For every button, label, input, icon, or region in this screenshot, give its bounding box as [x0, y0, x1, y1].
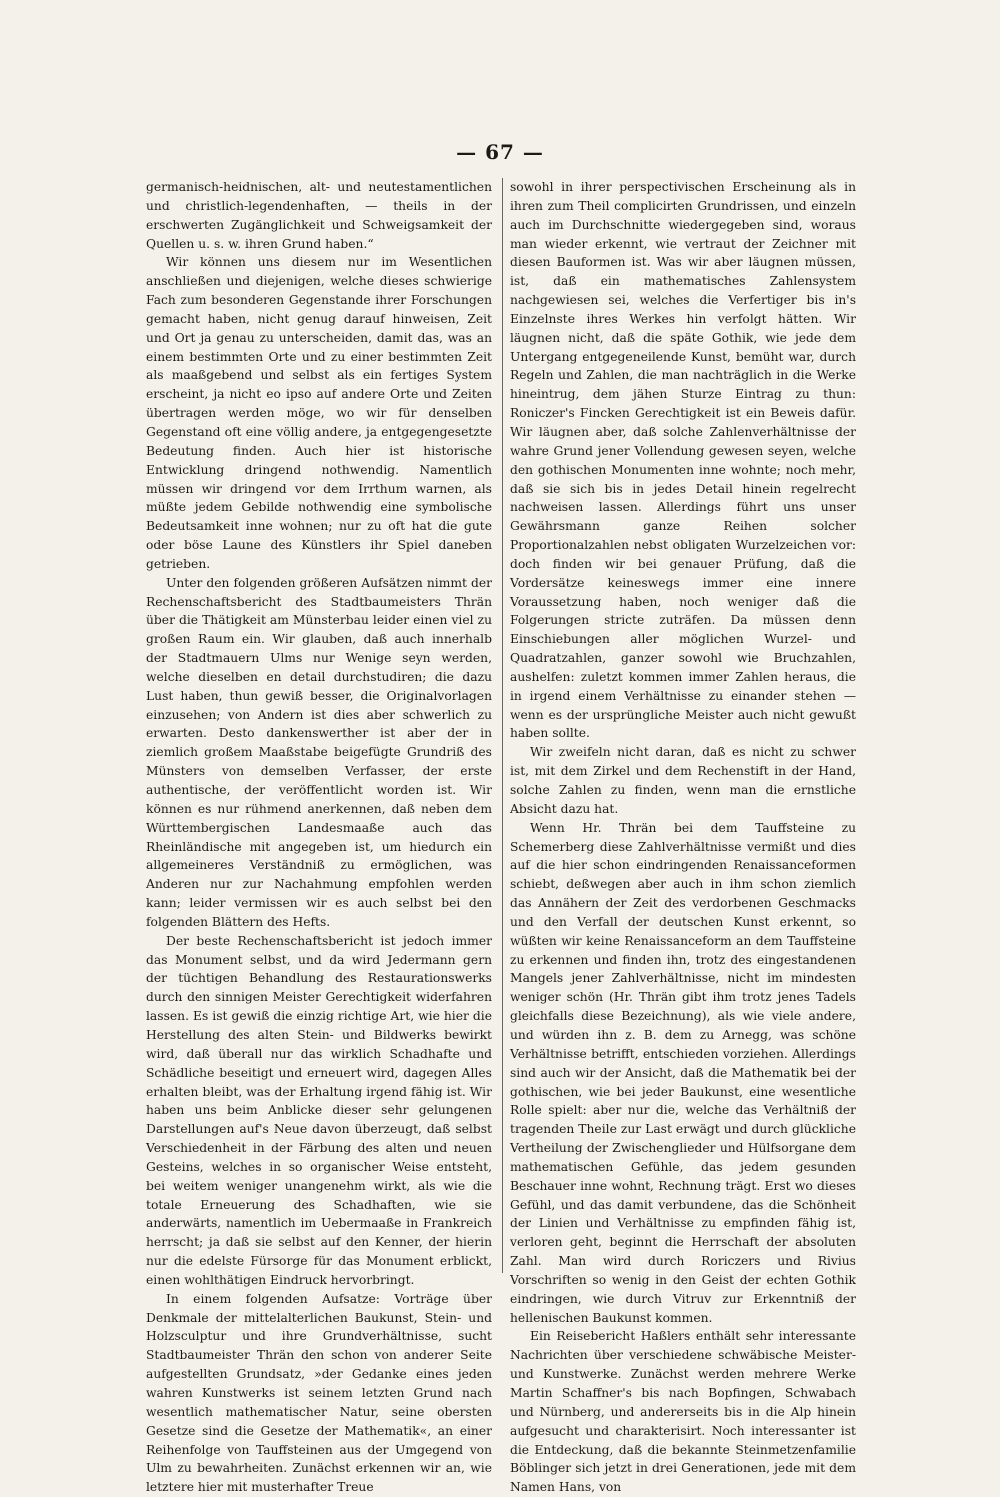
- column-divider: [502, 178, 503, 1273]
- page-number: — 67 —: [456, 140, 544, 164]
- paragraph: Der beste Rechenschaftsbericht ist jedoch immer das Monument selbst, und da wird Jedermann gern der tüchtigen Behandlung des Restaurationswerks durch den sinnigen Meister Gerechtigkeit widerfahren lassen. Es ist gewiß die einzig richtige Art, wie hier die Herstellung des alten Stein- und Bildwerks bewirkt wird, daß überall nur das wirklich Schadhafte und Schädliche beseitigt und erneuert wird, dagegen Alles erhalten bleibt, was der Erhaltung irgend fähig ist. Wir haben uns beim Anblicke dieser sehr gelungenen Darstellungen auf's Neue davon überzeugt, daß selbst Verschiedenheit in der Färbung des alten und neuen Gesteins, welches in so organischer Weise entsteht, bei weitem weniger unangenehm wirkt, als wie die totale Erneuerung des Schadhaften, wie sie anderwärts, namentlich im Uebermaaße in Frankreich herrscht; ja daß sie selbst auf den Kenner, der hierin nur die edelste Fürsorge für das Monument erblickt, einen wohlthätigen Eindruck hervorbringt.: [146, 933, 492, 1287]
- paragraph: Wenn Hr. Thrän bei dem Tauffsteine zu Schemerberg diese Zahlverhältnisse vermißt und dies auf die hier schon eindringenden Renaissanceformen schiebt, deßwegen aber auch in ihm schon ziemlich das Annähern der Zeit des verdorbenen Geschmacks und den Verfall der deutschen Kunst erkennt, so wüßten wir keine Renaissanceform an dem Tauffsteine zu erkennen und finden ihn, trotz des eingestandenen Mangels jener Zahlverhältnisse, nicht im mindesten weniger schön (Hr. Thrän gibt ihm trotz jenes Tadels gleichfalls diese Bezeichnung), als wie viele andere, und würden ihn z. B. dem zu Arnegg, was schöne Verhältnisse betrifft, entschieden vorziehen. Allerdings sind auch wir der Ansicht, daß die Mathematik bei der gothischen, wie bei jeder Baukunst, eine wesentliche Rolle spielt: aber nur die, welche das Verhältniß der tragenden Theile zur Last erwägt und durch glückliche Vertheilung der Zwischenglieder und Hülfsorgane dem mathematischen Gefühle, das jedem gesunden Beschauer inne wohnt, Rechnung trägt. Erst wo dieses Gefühl, und das damit verbundene, das die Schönheit der Linien und Verhältnisse zu empfinden fähig ist, verloren geht, beginnt die Herrschaft der absoluten Zahl. Man wird durch Roriczers und Rivius Vorschriften so wenig in den Geist der echten Gothik eindringen, wie durch Vitruv zur Erkenntniß der hellenischen Baukunst kommen.: [510, 820, 856, 1325]
- paragraph: Wir zweifeln nicht daran, daß es nicht zu schwer ist, mit dem Zirkel und dem Rechenstift in der Hand, solche Zahlen zu finden, wenn man die ernstliche Absicht dazu hat.: [510, 745, 856, 816]
- paragraph: Wir können uns diesem nur im Wesentlichen anschließen und diejenigen, welche dieses schwierige Fach zum besonderen Gegenstande ihrer Forschungen gemacht haben, nicht genug darauf hinweisen, Zeit und Ort ja genau zu unterscheiden, damit das, was an einem bestimmten Orte und zu einer bestimmten Zeit als maaßgebend und selbst als ein fertiges System erscheint, ja nicht eo ipso auf andere Orte und Zeiten übertragen werden möge, wo wir für denselben Gegenstand oft eine völlig andere, ja entgegengesetzte Bedeutung finden. Auch hier ist historische Entwicklung dringend nothwendig. Namentlich müssen wir dringend vor dem Irrthum warnen, als müßte jedem Gebilde nothwendig eine symbolische Bedeutsamkeit inne wohnen; nur zu oft hat die gute oder böse Laune des Künstlers ihr Spiel daneben getrieben.: [146, 255, 492, 571]
- paragraph: Ein Reisebericht Haßlers enthält sehr interessante Nachrichten über verschiedene schwäbische Meister- und Kunstwerke. Zunächst werden mehrere Werke Martin Schaffner's bis nach Bopfingen, Schwabach und Nürnberg, und andererseits bis in die Alp hinein aufgesucht und charakterisirt. Noch interessanter ist die Entdeckung, daß die bekannte Steinmetzenfamilie Böblinger sich jetzt in drei Generationen, jede mit dem Namen Hans, von: [510, 1329, 856, 1495]
- paragraph: germanisch-heidnischen, alt- und neutestamentlichen und christlich-legendenhaften, — theils in der erschwerten Zugänglichkeit und Schweigsamkeit der Quellen u. s. w. ihren Grund haben.“: [146, 180, 492, 251]
- left-column: [146, 178, 492, 1497]
- paragraph: In einem folgenden Aufsatze: Vorträge über Denkmale der mittelalterlichen Baukunst, Stein- und Holzsculptur und ihre Grundverhältnisse, sucht Stadtbaumeister Thrän den schon von anderer Seite aufgestellten Grundsatz, »der Gedanke eines jeden wahren Kunstwerks ist seinem letzten Grund nach wesentlich mathematischer Natur, seine obersten Gesetze sind die Gesetze der Mathematik«, an einer Reihenfolge von Tauffsteinen aus der Umgegend von Ulm zu bewahrheiten. Zunächst erkennen wir an, wie letztere hier mit musterhafter Treue: [146, 1291, 492, 1495]
- paragraph: Unter den folgenden größeren Aufsätzen nimmt der Rechenschaftsbericht des Stadtbaumeisters Thrän über die Thätigkeit am Münsterbau leider einen viel zu großen Raum ein. Wir glauben, daß auch innerhalb der Stadtmauern Ulms nur Wenige seyn werden, welche dieselben en detail durchstudiren; die dazu Lust haben, thun gewiß besser, die Originalvorlagen einzusehen; von Andern ist dies aber schwerlich zu erwarten. Desto dankenswerther ist aber der in ziemlich großem Maaßstabe beigefügte Grundriß des Münsters von demselben Verfasser, der erste authentische, der veröffentlicht worden ist. Wir können es nur rühmend anerkennen, daß neben dem Württembergischen Landesmaaße auch das Rheinländische mit angegeben ist, um hiedurch ein allgemeineres Verständniß zu ermöglichen, was Anderen nur zur Nachahmung empfohlen werden kann; leider vermissen wir es auch selbst bei den folgenden Blättern des Hefts.: [146, 575, 492, 929]
- right-column: [510, 178, 856, 1497]
- paragraph: sowohl in ihrer perspectivischen Erscheinung als in ihren zum Theil complicirten Grundrissen, und einzeln auch im Durchschnitte wiedergegeben sind, woraus man wieder erkennt, wie vertraut der Zeichner mit diesen Bauformen ist. Was wir aber läugnen müssen, ist, daß ein mathematisches Zahlensystem nachgewiesen sei, welches die Verfertiger bis in's Einzelnste ihres Werkes hin verfolgt hätten. Wir läugnen nicht, daß die späte Gothik, wie jede dem Untergang entgegeneilende Kunst, bemüht war, durch Regeln und Zahlen, die man nachträglich in die Werke hineintrug, dem jähen Sturze Eintrag zu thun: Roniczer's Fincken Gerechtigkeit ist ein Beweis dafür. Wir läugnen aber, daß solche Zahlenverhältnisse der wahre Grund jener Vollendung gewesen seyen, welche den gothischen Monumenten inne wohnte; noch mehr, daß sie sich bis in jedes Detail hinein regelrecht nachweisen lassen. Allerdings führt uns unser Gewährsmann ganze Reihen solcher Proportionalzahlen nebst obligaten Wurzelzeichen vor: doch finden wir bei genauer Prüfung, daß die Vordersätze keineswegs immer eine innere Voraussetzung haben, noch weniger daß die Folgerungen stricte zuträfen. Da müssen denn Einschiebungen aller möglichen Wurzel- und Quadratzahlen, ganzer sowohl wie Bruchzahlen, aushelfen: zuletzt kommen immer Zahlen heraus, die in irgend einem Verhältnisse zu einander stehen — wenn es der ursprüngliche Meister auch nicht gewußt haben sollte.: [510, 180, 856, 741]
